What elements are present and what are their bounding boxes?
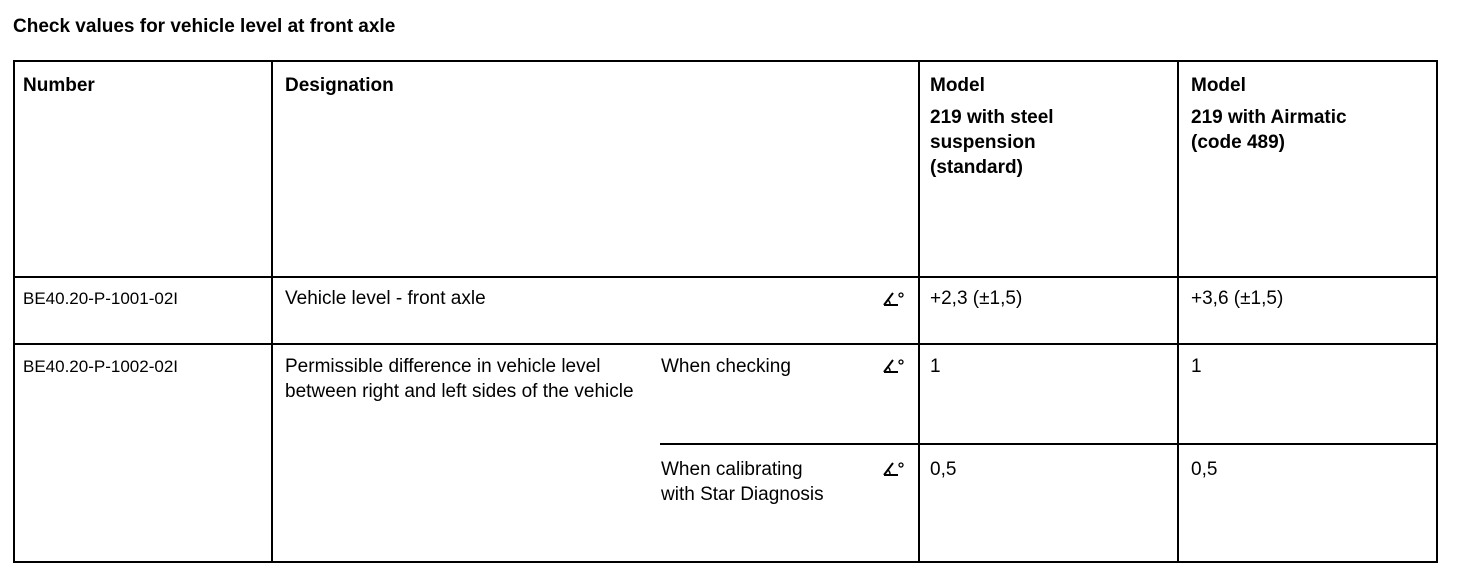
header-model-airmatic-line2: 219 with Airmatic (code 489): [1191, 107, 1347, 153]
row-divider-header: [13, 276, 1438, 278]
row1-designation: Vehicle level - front axle: [285, 288, 486, 309]
angle-measure-icon: [882, 461, 904, 477]
row-divider-1: [13, 343, 1438, 345]
row2a-model-airmatic: 1: [1191, 356, 1202, 377]
header-number: Number: [23, 75, 95, 96]
header-model-airmatic: [1191, 73, 1431, 155]
angle-measure-icon: [882, 358, 904, 374]
col-divider-2: [918, 60, 920, 563]
row2b-model-steel: 0,5: [930, 459, 957, 480]
row2a-condition: When checking: [661, 356, 791, 377]
table-border-bottom: [13, 561, 1438, 563]
row1-model-airmatic: +3,6 (±1,5): [1191, 288, 1284, 309]
table-border-right: [1436, 60, 1438, 563]
col-divider-1: [271, 60, 273, 563]
header-model-steel-line3: (standard): [930, 157, 1023, 178]
subrow-divider: [660, 443, 1438, 445]
angle-measure-icon: [882, 291, 904, 307]
row2b-condition: When calibrating with Star Diagnosis: [661, 459, 824, 505]
header-designation: Designation: [285, 75, 394, 96]
row2a-model-steel: 1: [930, 356, 941, 377]
row2b-model-airmatic: 0,5: [1191, 459, 1218, 480]
header-model-steel: [930, 73, 1170, 180]
row1-number: BE40.20-P-1001-02I: [23, 289, 178, 308]
header-model-airmatic-line1: Model: [1191, 75, 1246, 96]
row2-number: BE40.20-P-1002-02I: [23, 357, 178, 376]
table-border-left: [13, 60, 15, 563]
table-border-top: [13, 60, 1438, 62]
header-model-steel-line1: Model: [930, 75, 985, 96]
page-title: Check values for vehicle level at front axle: [13, 16, 396, 37]
col-divider-3: [1177, 60, 1179, 563]
row2-designation: Permissible difference in vehicle level between right and left sides of the vehicle: [285, 356, 634, 402]
row1-model-steel: +2,3 (±1,5): [930, 288, 1023, 309]
header-model-steel-line2: 219 with steel suspension: [930, 107, 1054, 153]
